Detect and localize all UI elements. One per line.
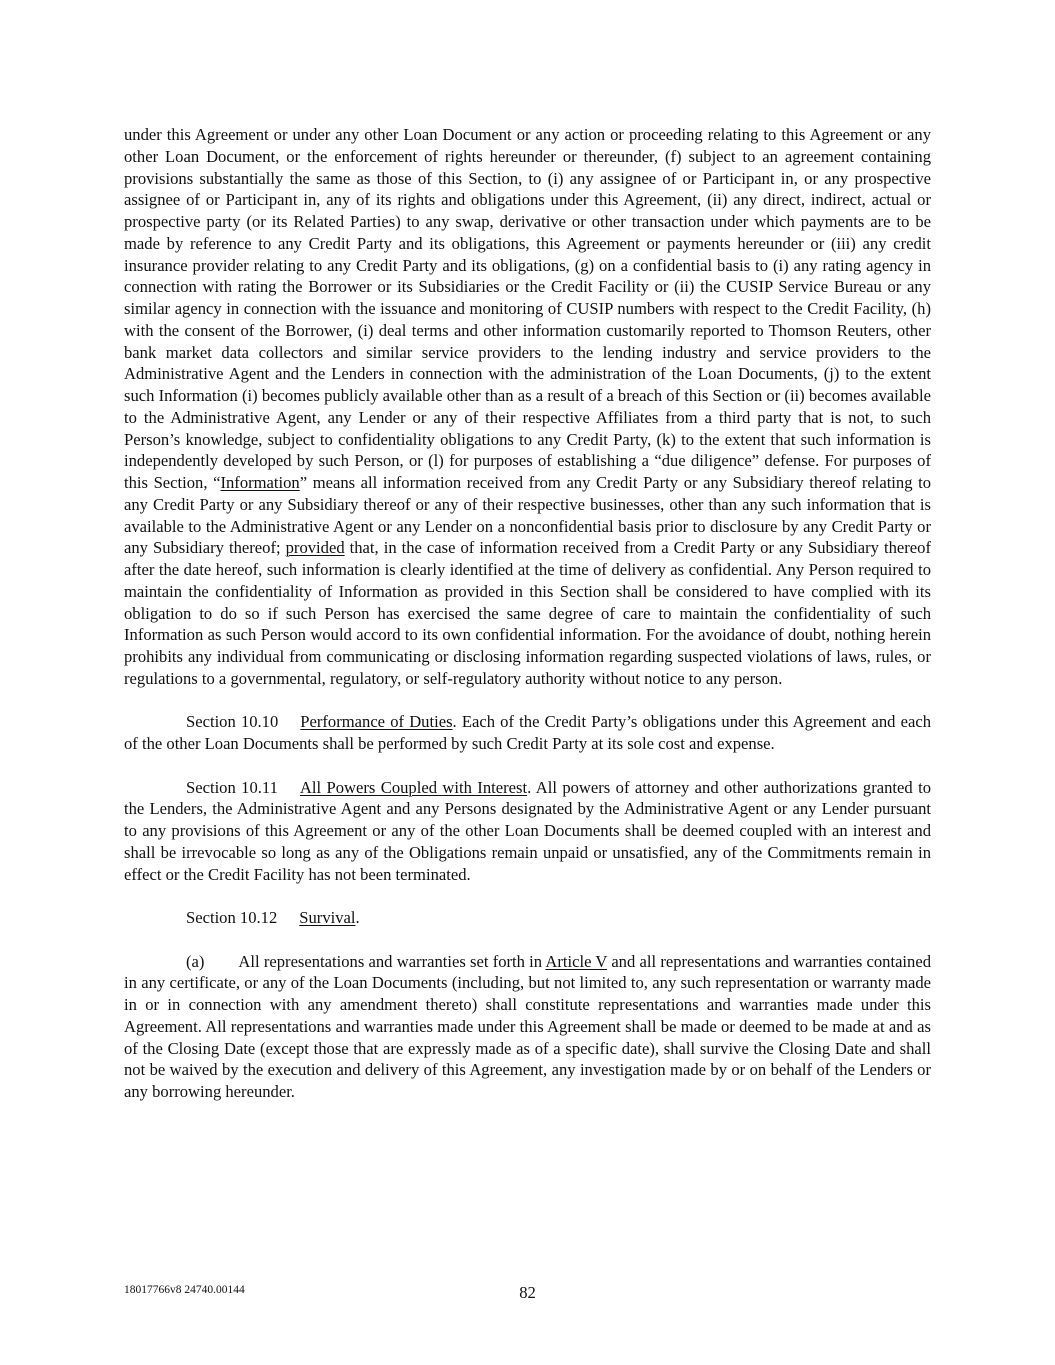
page-number: 82 bbox=[519, 1283, 536, 1302]
clause-a-paragraph bbox=[124, 951, 931, 1103]
section-number: Section 10.11 bbox=[186, 777, 278, 797]
clause-text: and all representations and warranties contained in any certificate, or any of the Loan Documents (including, but not limited to, any such representation or warranty made in or in connection with any amendment thereto) shall constitute representations and warranties made under this Agreement. All representations and warranties made under this Agreement shall be made or deemed to be made at and as of the Closing Date (except those that are expressly made as of a specific date), shall survive the Closing Date and shall not be waived by the execution and delivery of this Agreement, any investigation made by or on behalf of the Lenders or any borrowing hereunder. bbox=[124, 951, 932, 1101]
confidentiality-continuation-paragraph bbox=[124, 124, 931, 690]
section-body: Each of the Credit Party’s obligations under this Agreement and each of the other Loan Documents shall be performed by such Credit Party at its sole cost and expense. bbox=[124, 712, 931, 753]
heading-period: . bbox=[452, 712, 457, 732]
section-heading: Survival bbox=[299, 908, 356, 927]
section-number: Section 10.12 bbox=[186, 908, 278, 927]
paragraph-text: that, in the case of information received from a Credit Party or any Subsidiary thereof after the date hereof, such information is clearly identified at the time of delivery as confidential. Any Person required to maintain the confidentiality of Information as provided in this Section shall be considered to have complied with its obligation to do so if such Person has exercised the same degree of care to maintain the confidentiality of such Information as such Person would accord to its own confidential information. For the avoidance of doubt, nothing herein prohibits any individual from communicating or disclosing information regarding suspected violations of laws, rules, or regulations to a governmental, regulatory, or self-regulatory authority without notice to any person. bbox=[124, 538, 931, 688]
section-10-10-paragraph bbox=[124, 711, 931, 755]
document-page bbox=[124, 124, 931, 1125]
section-body: All powers of attorney and other authorizations granted to the Lenders, the Administrative Agent and any Persons designated by the Administrative Agent or any Lender pursuant to any provisions of this Agreement or any of the other Loan Documents shall be deemed coupled with an interest and shall be irrevocable so long as any of the Obligations remain unpaid or unsatisfied, any of the Commitments remain in effect or the Credit Facility has not been terminated. bbox=[124, 777, 931, 884]
clause-label: (a) bbox=[186, 951, 205, 971]
paragraph-text: ” means all information received from any Credit Party or any Subsidiary thereof relating to any Credit Party or any Subsidiary thereof or any of their respective businesses, other than any such information that is available to the Administrative Agent or any Lender on a nonconfidential basis prior to disclosure by any Credit Party or any Subsidiary thereof; bbox=[124, 473, 932, 558]
document-id: 18017766v8 24740.00144 bbox=[124, 1284, 245, 1296]
section-number: Section 10.10 bbox=[186, 712, 279, 732]
section-heading: All Powers Coupled with Interest bbox=[299, 777, 528, 797]
heading-period: . bbox=[355, 908, 360, 927]
paragraph-text: under this Agreement or under any other Loan Document or any action or proceeding relating to this Agreement or any other Loan Document, or the enforcement of rights hereunder or thereunder, (f) subject to an agreement containing provisions substantially the same as those of this Section, to (i) any assignee of or Participant in, or any prospective assignee of or Participant in, any of its rights and obligations under this Agreement, (ii) any direct, indirect, actual or prospective party (or its Related Parties) to any swap, derivative or other transaction under which payments are to be made by reference to any Credit Party and its obligations, this Agreement or payments hereunder or (iii) any credit insurance provider relating to any Credit Party and its obligations, (g) on a confidential basis to (i) any rating agency in connection with rating the Borrower or its Subsidiaries or the Credit Facility or (ii) the CUSIP Service Bureau or any similar agency in connection with the issuance and monitoring of CUSIP numbers with respect to the Credit Facility, (h) with the consent of the Borrower, (i) deal terms and other information customarily reported to Thomson Reuters, other bank market data collectors and similar service providers to the lending industry and service providers to the Administrative Agent and the Lenders in connection with the administration of the Loan Documents, (j) to the extent such Information (i) becomes publicly available other than as a result of a breach of this Section or (ii) becomes available to the Administrative Agent, any Lender or any of their respective Affiliates from a third party that is not, to such Person’s knowledge, subject to confidentiality obligations to any Credit Party, (k) to the extent that such information is independently developed by such Person, or (l) for purposes of establishing a “due diligence” defense. For purposes of this Section, “ bbox=[124, 125, 931, 492]
article-reference: Article V bbox=[545, 951, 608, 971]
section-10-12-heading-paragraph bbox=[124, 907, 931, 929]
section-heading: Performance of Duties bbox=[300, 712, 453, 732]
section-10-11-paragraph bbox=[124, 777, 931, 886]
clause-text: All representations and warranties set forth in bbox=[238, 951, 546, 971]
heading-period: . bbox=[527, 777, 532, 797]
proviso-term: provided bbox=[285, 538, 345, 558]
defined-term-information: Information bbox=[220, 473, 300, 492]
